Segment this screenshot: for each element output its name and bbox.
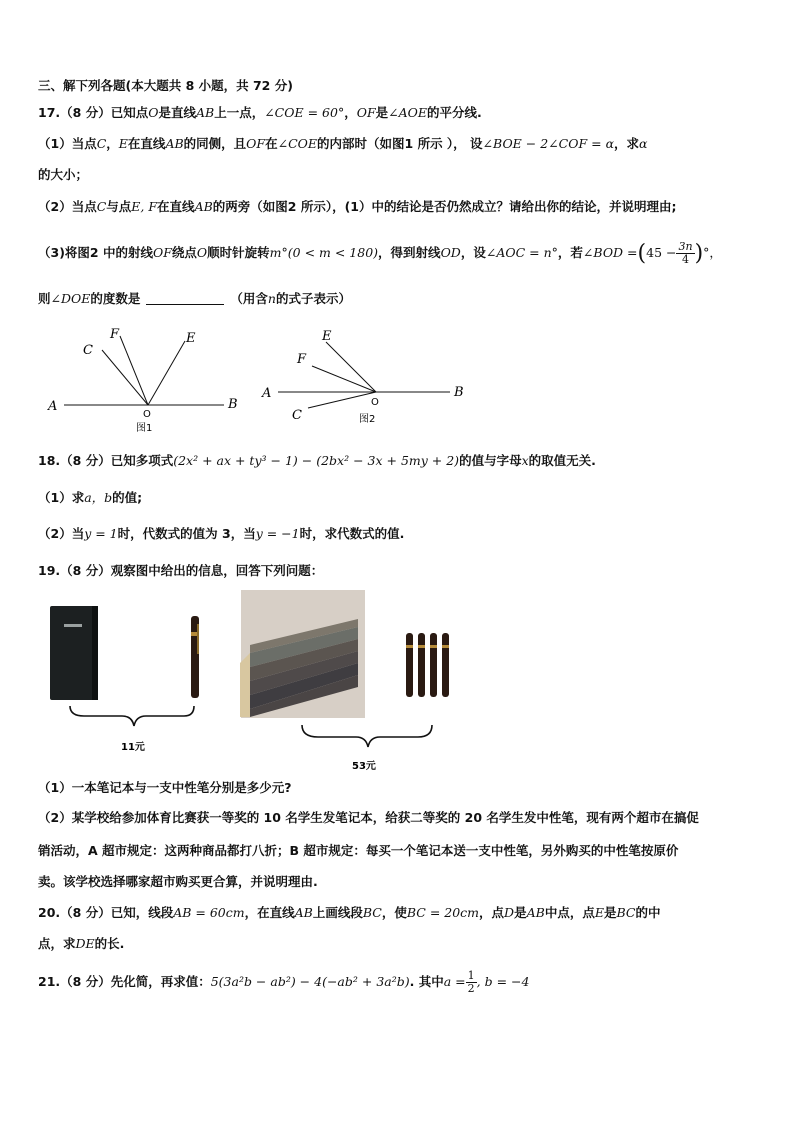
q19-part2-line3: 卖。该学校选择哪家超市购买更合算，并说明理由.: [38, 874, 318, 889]
price-11: 11元: [121, 742, 145, 753]
label-a: A: [48, 399, 58, 414]
label-f: F: [110, 327, 120, 342]
q17-part1-end: 的大小；: [38, 167, 89, 182]
figure-2-caption: 图2: [359, 414, 376, 425]
q18-stem: 18.（8 分）已知多项式(2x² + ax + ty³ − 1) − (2bx² − 3x + 5my + 2)的值与字母x的取值无关.: [38, 453, 596, 468]
q19-part2-line1: （2）某学校给参加体育比赛获一等奖的 10 名学生发笔记本，给获二等奖的 20 名学生发中性笔，现有两个超市在搞促: [38, 810, 699, 825]
q19-part2-line2: 销活动，A 超市规定：这两种商品都打八折；B 超市规定：每买一个笔记本送一支中性笔，另外购买的中性笔按原价: [38, 843, 679, 858]
q17-part3: （3)将图2 中的射线OF绕点O顺时针旋转m°(0 < m < 180)，得到射线OD，设∠AOC = n°，若∠BOD =(45 − $\frac{3n}{4}$ )°，: [38, 240, 722, 266]
label-e: E: [186, 331, 196, 346]
q17-part3-ask: 则∠DOE的度数是 （用含n的式子表示）: [38, 291, 351, 306]
q20-stem: 20.（8 分）已知，线段AB = 60cm，在直线AB上画线段BC，使BC = 20cm，点D是AB中点，点E是BC的中: [38, 905, 661, 920]
label-o: O: [371, 397, 379, 408]
q17-stem: 17.（8 分）已知点O是直线AB上一点，∠COE = 60°，OF是∠AOE的平分线.: [38, 105, 482, 120]
notebook-and-pen-image: [44, 602, 214, 767]
section-title: 三、解下列各题(本大题共 8 小题，共 72 分): [38, 78, 293, 93]
label-e: E: [322, 329, 332, 344]
figure-1: [44, 322, 254, 434]
notebooks-and-pens-image: [240, 589, 460, 774]
q17-part2: （2）当点C与点E, F在直线AB的两旁（如图2 所示），(1）中的结论是否仍然成立？请给出你的结论，并说明理由;: [38, 199, 677, 214]
label-c: C: [83, 343, 93, 358]
q18-part2: （2）当y = 1时，代数式的值为 3，当y = −1时，求代数式的值.: [38, 526, 405, 541]
q17-part1: （1）当点C，E在直线AB的同侧，且OF在∠COE的内部时（如图1 所示 ）， 设∠BOE − 2∠COF = α，求α: [38, 136, 648, 151]
q20-stem-end: 点，求DE的长.: [38, 936, 125, 951]
figure-1-caption: 图1: [136, 423, 153, 434]
q19-stem: 19.（8 分）观察图中给出的信息，回答下列问题：: [38, 563, 324, 578]
label-f: F: [297, 352, 307, 367]
price-53: 53元: [352, 761, 376, 772]
q19-part1: （1）一本笔记本与一支中性笔分别是多少元?: [38, 780, 292, 795]
label-b: B: [454, 385, 464, 400]
answer-blank: [146, 292, 224, 305]
figure-2: [258, 326, 473, 430]
q18-part1: （1）求a，b的值;: [38, 490, 143, 505]
q21-stem: 21.（8 分）先化简，再求值：5(3a²b − ab²) − 4(−ab² + 3a²b). 其中a = $\frac{1}{2}$ , b = −4: [38, 969, 530, 995]
label-a: A: [262, 386, 272, 401]
label-o: O: [143, 409, 151, 420]
label-b: B: [228, 397, 238, 412]
label-c: C: [292, 408, 302, 423]
